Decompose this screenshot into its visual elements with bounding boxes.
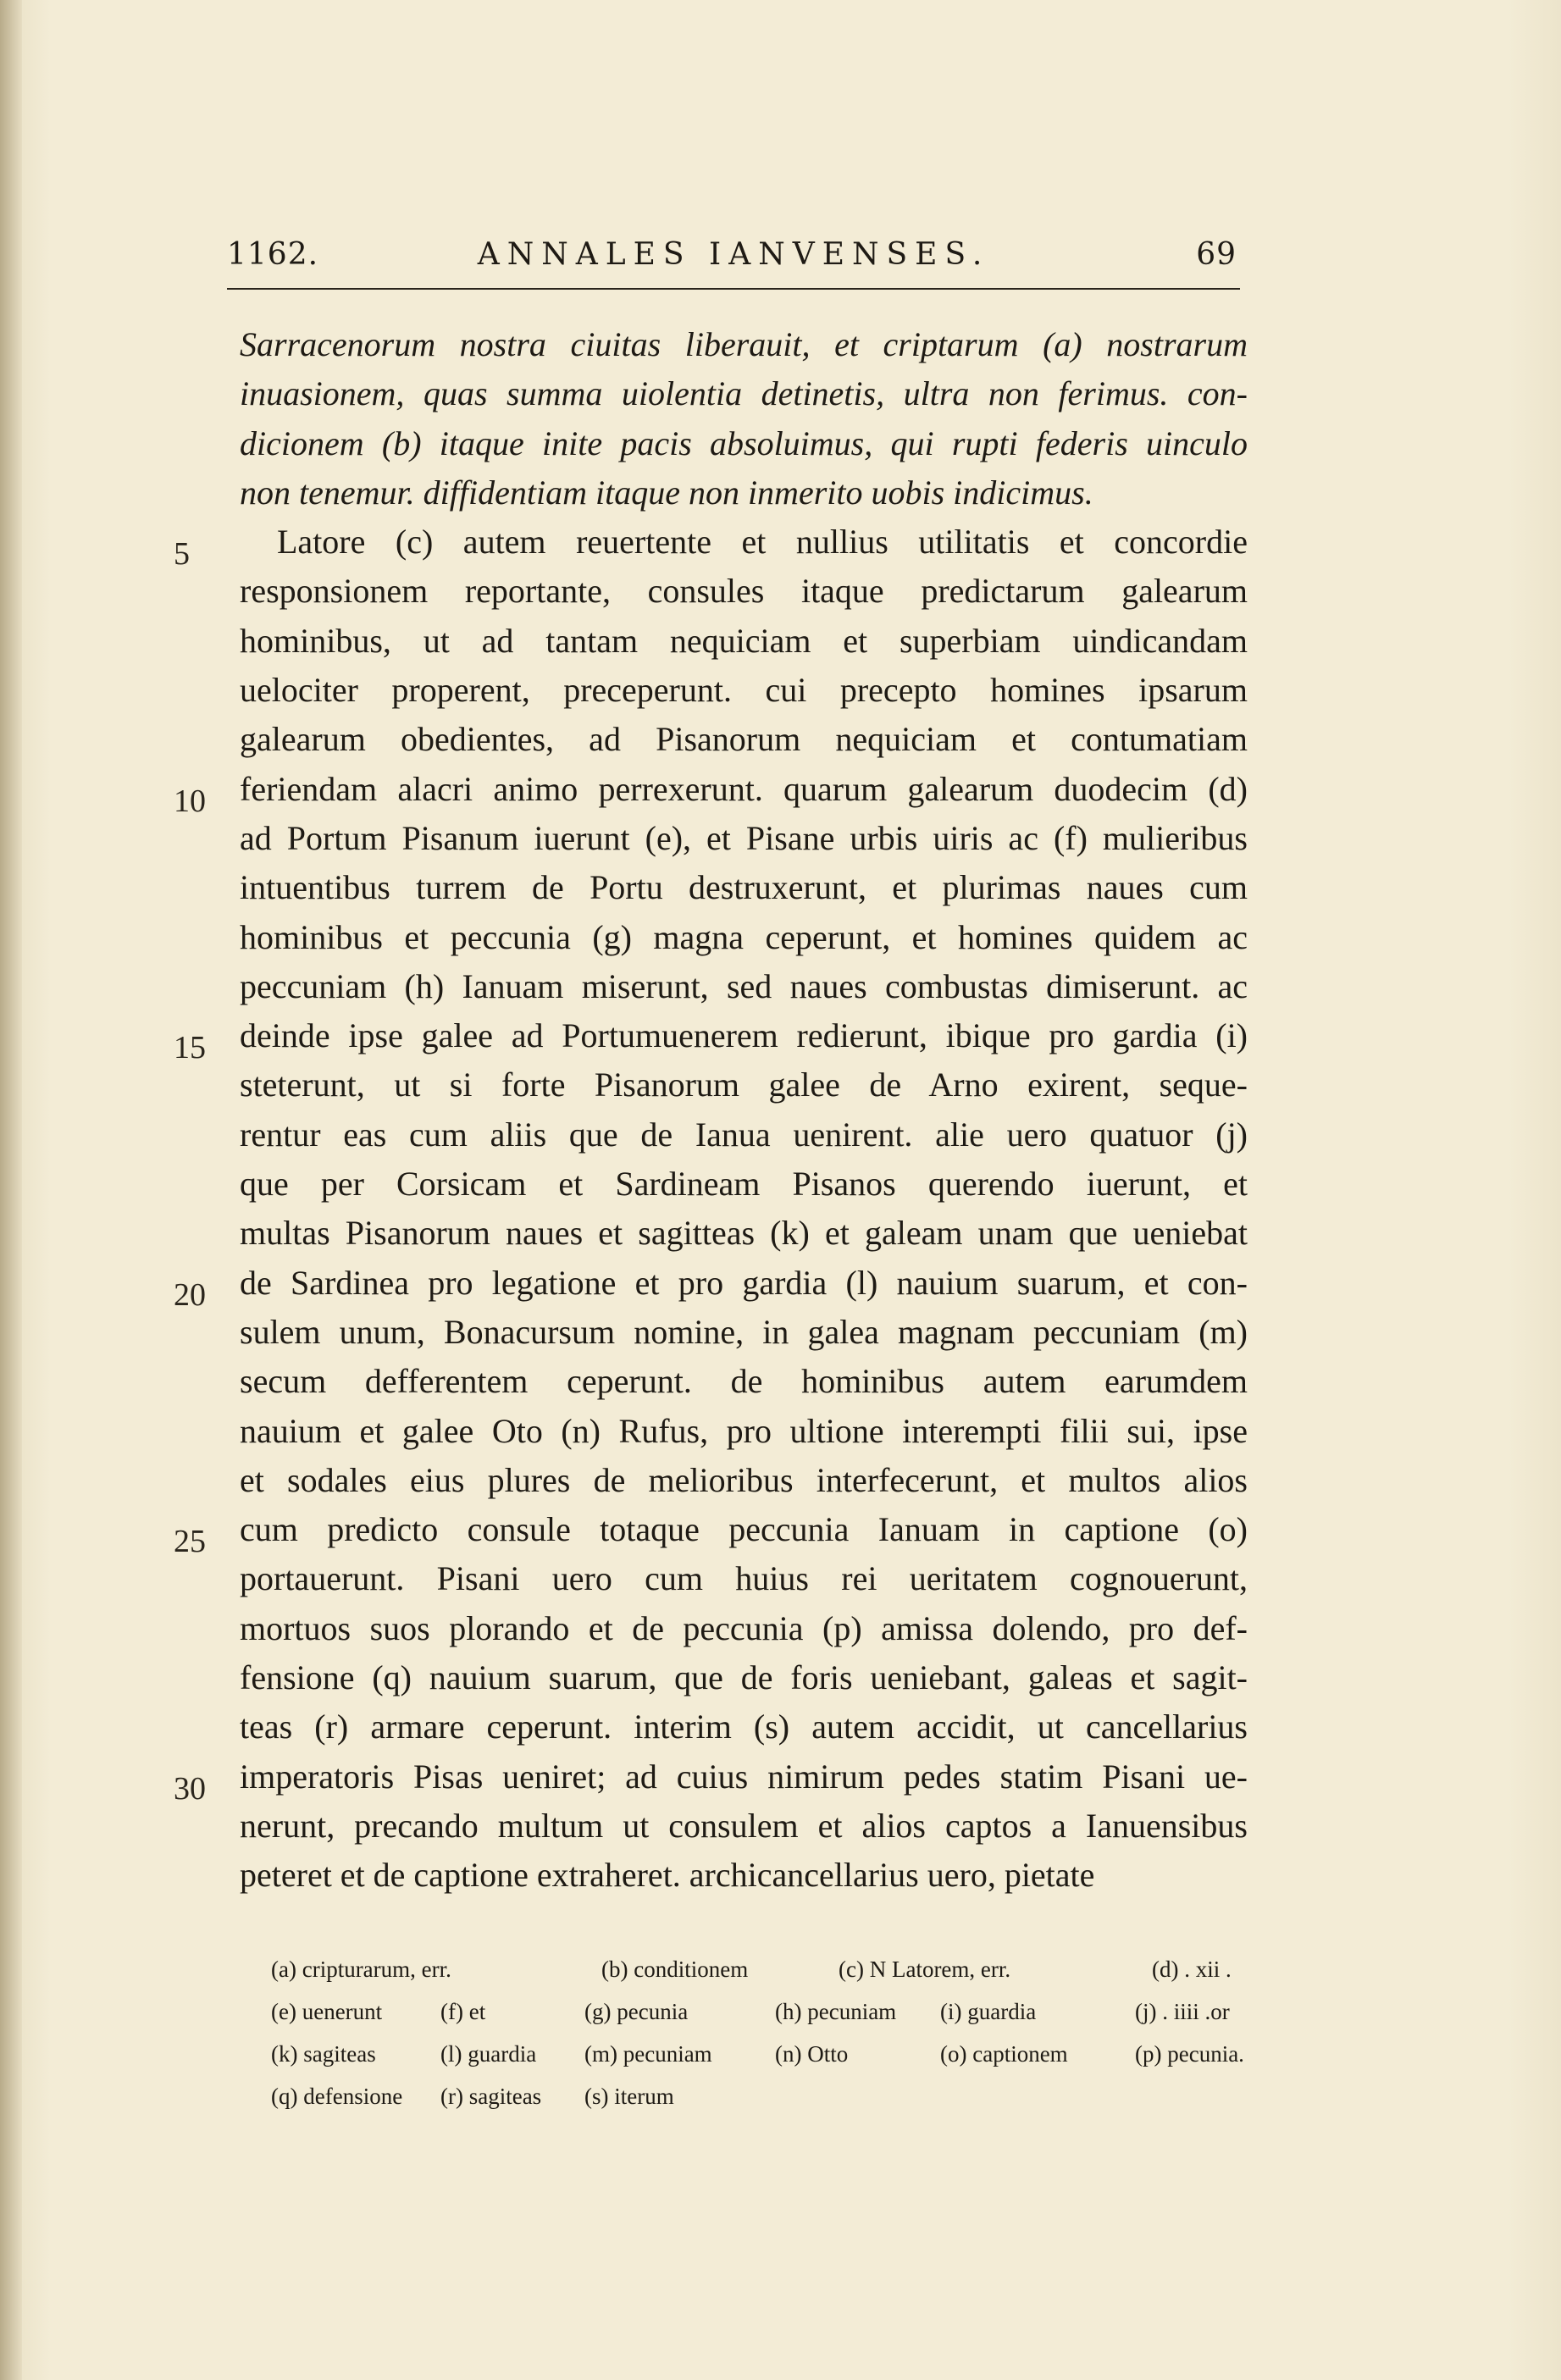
text-line: imperatoris Pisas ueniret; ad cuius nimirum pedes statim Pisani ue-: [240, 1757, 1248, 1796]
text-line: uelociter properent, preceperunt. cui precepto homines ipsarum: [240, 671, 1248, 710]
footnote: (q) defensione: [271, 2084, 403, 2109]
text-line: de Sardinea pro legatione et pro gardia (l) nauium suarum, et con-: [240, 1263, 1248, 1302]
text-line: responsionem reportante, consules itaque predictarum galearum: [240, 572, 1248, 611]
text-line: galearum obedientes, ad Pisanorum nequiciam et contumatiam: [240, 720, 1248, 759]
line-number: 10: [174, 783, 206, 819]
running-header: [227, 229, 1240, 290]
text-line: et sodales eius plures de melioribus interfecerunt, et multos alios: [240, 1460, 1248, 1499]
text-line: sulem unum, Bonacursum nomine, in galea magnam peccuniam (m): [240, 1312, 1248, 1351]
text-line: portauerunt. Pisani uero cum huius rei ueritatem cognouerunt,: [240, 1559, 1248, 1598]
header-year: 1162.: [227, 237, 319, 272]
text-line: hominibus, ut ad tantam nequiciam et superbiam uindicandam: [240, 621, 1248, 660]
text-line: deinde ipse galee ad Portumuenerem redierunt, ibique pro gardia (i): [240, 1016, 1248, 1055]
line-number: 15: [174, 1030, 206, 1065]
text-line: steterunt, ut si forte Pisanorum galee de Arno exirent, seque-: [240, 1065, 1248, 1104]
text-line: teas (r) armare ceperunt. interim (s) autem accidit, ut cancellarius: [240, 1708, 1248, 1746]
main-text: [240, 320, 1248, 1901]
text-line: secum defferentem ceperunt. de hominibus autem earumdem: [240, 1362, 1248, 1401]
text-line: mortuos suos plorando et de peccunia (p) amissa dolendo, pro def-: [240, 1608, 1248, 1647]
text-line: peteret et de captione extraheret. archicancellarius uero, pietate: [240, 1856, 1095, 1895]
text-line: inuasionem, quas summa uiolentia detinetis, ultra non ferimus. con-: [240, 374, 1248, 413]
text-line: rentur eas cum aliis que de Ianua uenirent. alie uero quatuor (j): [240, 1115, 1248, 1154]
footnote-row: [271, 2075, 1262, 2117]
footnote: (k) sagiteas: [271, 2041, 376, 2067]
footnote: (i) guardia: [940, 1999, 1037, 2024]
footnote: (p) pecunia.: [1135, 2041, 1244, 2067]
text-line: cum predicto consule totaque peccunia Ianuam in captione (o): [240, 1510, 1248, 1549]
footnotes: [271, 1948, 1262, 2117]
footnote: (b) conditionem: [601, 1957, 749, 1982]
line-number: 25: [174, 1524, 206, 1559]
binding-edge: [0, 0, 22, 2380]
text-line: feriendam alacri animo perrexerunt. quarum galearum duodecim (d): [240, 769, 1248, 808]
text-line: multas Pisanorum naues et sagitteas (k) et galeam unam que ueniebat: [240, 1214, 1248, 1253]
text-line: intuentibus turrem de Portu destruxerunt, et plurimas naues cum: [240, 868, 1248, 907]
page-number: 69: [1196, 237, 1237, 272]
text-line: que per Corsicam et Sardineam Pisanos querendo iuerunt, et: [240, 1165, 1248, 1204]
footnote-row: [271, 1990, 1262, 2033]
footnote: (g) pecunia: [584, 1999, 689, 2024]
running-title: ANNALES IANVENSES.: [477, 237, 990, 272]
footnote: (f) et: [440, 1999, 486, 2024]
line-number: 20: [174, 1277, 206, 1313]
line-number: 5: [174, 536, 190, 572]
footnote: (d) . xii .: [1152, 1957, 1232, 1982]
text-line: Latore (c) autem reuertente et nullius utilitatis et concordie: [277, 523, 1248, 562]
footnote: (s) iterum: [584, 2084, 674, 2109]
text-line: nauium et galee Oto (n) Rufus, pro ultione interempti filii sui, ipse: [240, 1411, 1248, 1450]
line-number: 30: [174, 1771, 206, 1807]
footnote: (j) . iiii .or: [1135, 1999, 1230, 2024]
footnote: (m) pecuniam: [584, 2041, 712, 2067]
text-line: Sarracenorum nostra ciuitas liberauit, et criptarum (a) nostrarum: [240, 325, 1248, 363]
text-line: fensione (q) nauium suarum, que de foris ueniebant, galeas et sagit-: [240, 1658, 1248, 1697]
text-line: dicionem (b) itaque inite pacis absoluimus, qui rupti federis uinculo: [240, 423, 1248, 462]
footnote-row: [271, 1948, 1262, 1990]
text-line: peccuniam (h) Ianuam miserunt, sed naues combustas dimiserunt. ac: [240, 966, 1248, 1005]
footnote: (n) Otto: [775, 2041, 849, 2067]
text-line: hominibus et peccunia (g) magna ceperunt, et homines quidem ac: [240, 917, 1248, 956]
text-line: non tenemur. diffidentiam itaque non inmerito uobis indicimus.: [240, 473, 1093, 512]
footnote: (o) captionem: [940, 2041, 1068, 2067]
footnote: (c) N Latorem, err.: [839, 1957, 1011, 1982]
footnote-row: [271, 2033, 1262, 2075]
footnote: (a) cripturarum, err.: [271, 1957, 451, 1982]
text-line: ad Portum Pisanum iuerunt (e), et Pisane urbis uiris ac (f) mulieribus: [240, 818, 1248, 857]
text-line: nerunt, precando multum ut consulem et alios captos a Ianuensibus: [240, 1806, 1248, 1845]
footnote: (l) guardia: [440, 2041, 537, 2067]
footnote: (r) sagiteas: [440, 2084, 542, 2109]
footnote: (h) pecuniam: [775, 1999, 897, 2024]
footnote: (e) uenerunt: [271, 1999, 383, 2024]
